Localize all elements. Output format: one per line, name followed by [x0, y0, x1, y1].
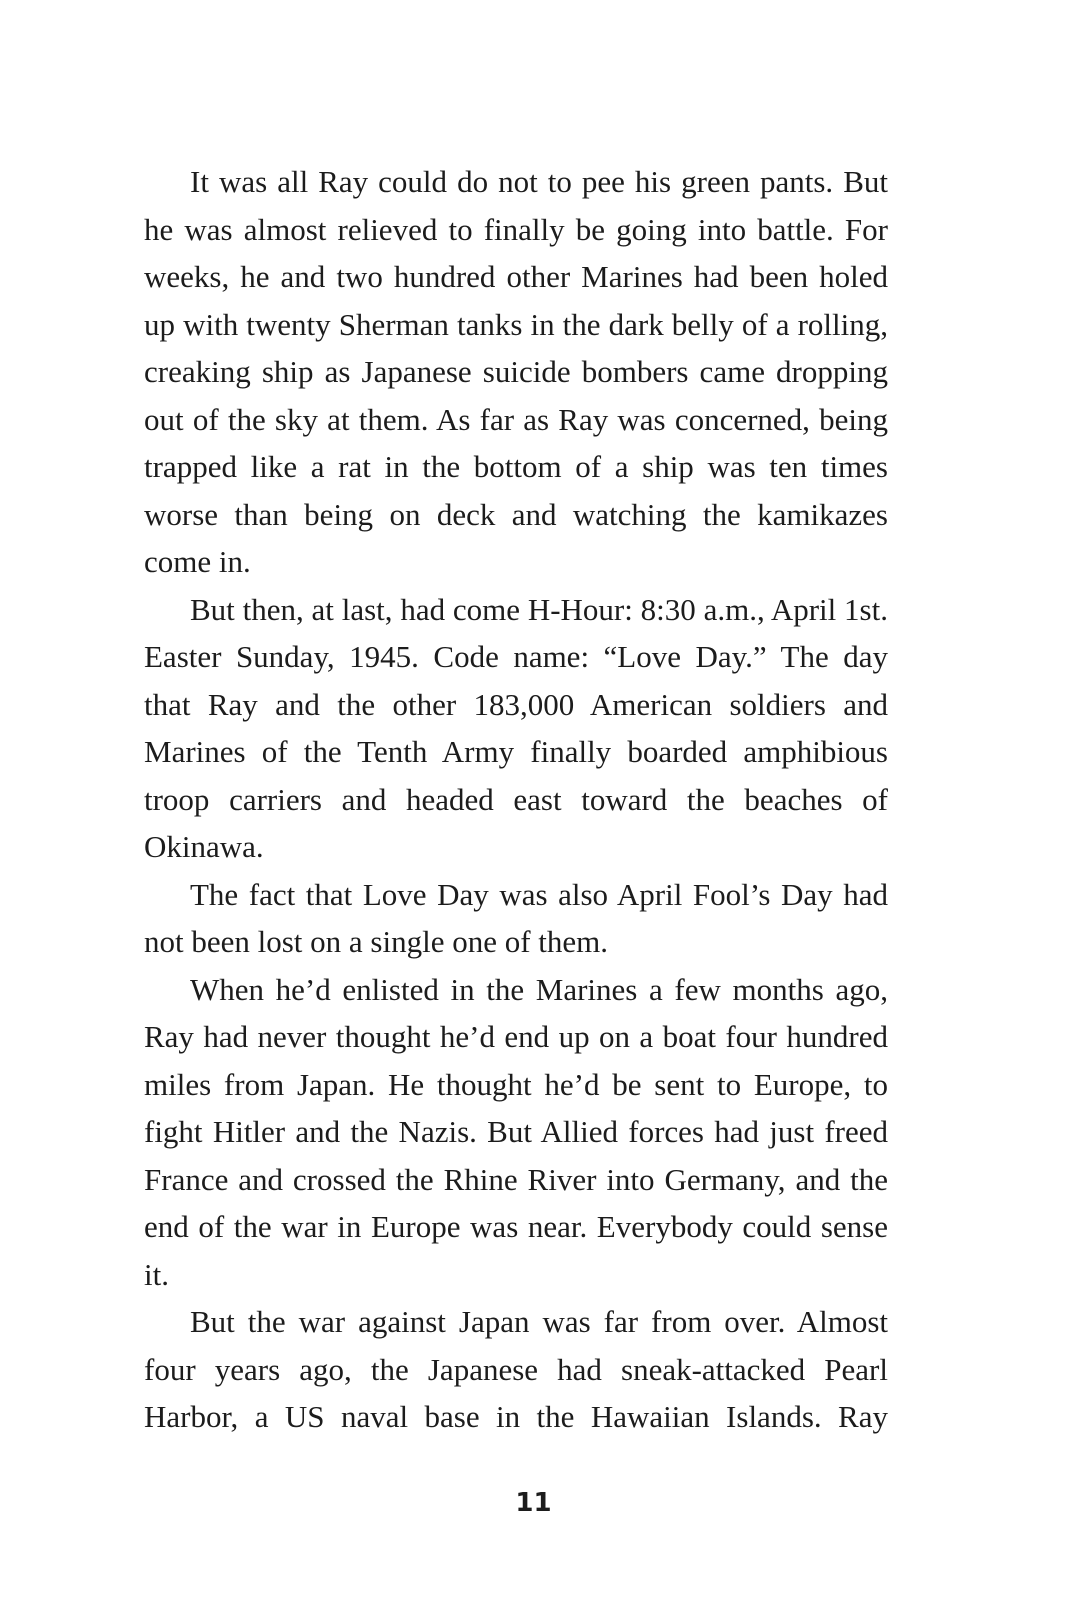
paragraph-1: It was all Ray could do not to pee his green pants. But he was almost relieved to finally be going into battle. For weeks, he and two hundred other Marines had been holed up with twenty Sherman tanks in the dark belly of a rolling, creaking ship as Japanese suicide bombers came dropping out of the sky at them. As far as Ray was concerned, being trapped like a rat in the bottom of a ship was ten times worse than being on deck and watching the kamikazes come in. — [144, 164, 888, 579]
paragraph-5: But the war against Japan was far from over. Almost four years ago, the Japanese had sneak-attacked Pearl Harbor, a US naval base in the Hawaiian Islands. Ray — [144, 1304, 888, 1434]
paragraph-3: The fact that Love Day was also April Fool’s Day had not been lost on a single one of them. — [144, 876, 888, 959]
page-number: 11 — [515, 1488, 552, 1518]
paragraph-2: But then, at last, had come H-Hour: 8:30 a.m., April 1st. Easter Sunday, 1945. Code name: “Love Day.” The day that Ray and the other 183,000 American soldiers and Marines of the Tenth Army finally boarded amphibious troop carriers and headed east toward the beaches of Okinawa. — [144, 591, 888, 864]
paragraph-4: When he’d enlisted in the Marines a few months ago, Ray had never thought he’d end up on a boat four hundred miles from Japan. He thought he’d be sent to Europe, to fight Hitler and the Nazis. But Allied forces had just freed France and crossed the Rhine River into Germany, and the end of the war in Europe was near. Everybody could sense it. — [144, 971, 888, 1292]
body-text — [144, 158, 888, 1441]
